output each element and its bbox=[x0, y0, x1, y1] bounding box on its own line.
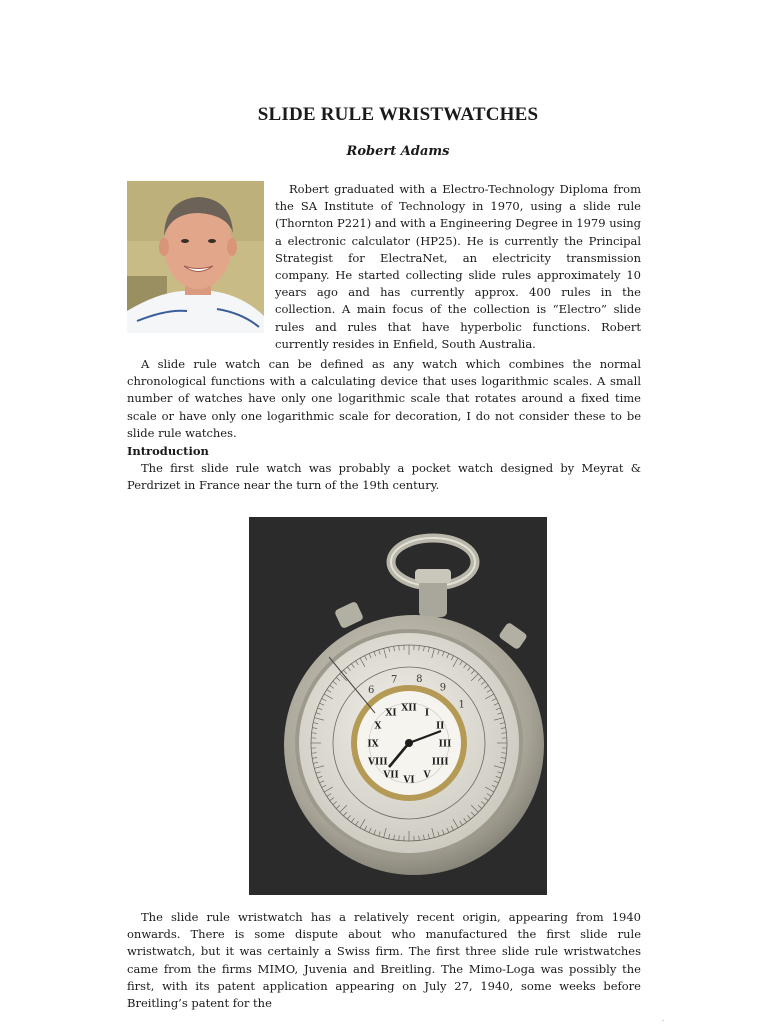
pocket-watch-photo bbox=[249, 517, 547, 895]
dial-scale-number: 1 bbox=[458, 699, 465, 711]
dial-scale-number: 6 bbox=[367, 684, 375, 696]
dial-roman-numeral: VIII bbox=[368, 757, 388, 768]
dial-roman-numeral: V bbox=[423, 770, 431, 781]
author-photo bbox=[127, 181, 264, 333]
definition-paragraph: A slide rule watch can be defined as any watch which combines the normal chronological functions with a calculating device that uses logarithmic scales. A small number of watches have only one logarithmic scale that rotates around a fixed time scale or have only one logarithmic scale for decoration, I do not consider these to be slide rule watches. bbox=[127, 357, 641, 440]
dial-scale-number: 9 bbox=[439, 682, 447, 694]
dial-roman-numeral: IIII bbox=[431, 757, 449, 768]
page-mark: . bbox=[662, 1016, 664, 1023]
dial-roman-numeral: III bbox=[438, 739, 452, 750]
dial-roman-numeral: I bbox=[424, 708, 430, 719]
dial-roman-numeral: II bbox=[435, 721, 445, 732]
dial-roman-numeral: X bbox=[374, 721, 382, 732]
introduction-paragraph: The first slide rule watch was probably a pocket watch designed by Meyrat & Perdrizet in France near the turn of the 19th century. bbox=[127, 461, 641, 493]
dial-scale-number: 7 bbox=[390, 674, 398, 686]
dial-roman-numeral: XII bbox=[401, 703, 417, 714]
history-paragraph: The slide rule wristwatch has a relatively recent origin, appearing from 1940 onwards. There is some dispute about who manufactured the first slide rule wristwatch, but it was certainly a Swiss firm. The first three slide rule wristwatches came from the firms MIMO, Juvenia and Breitling. The Mimo-Loga was possibly the first, with its patent application appearing on July 27, 1940, some weeks before Breitling’s patent for the bbox=[127, 910, 641, 1011]
author-name: Robert Adams bbox=[346, 144, 450, 159]
dial-roman-numeral: IX bbox=[367, 739, 379, 750]
dial-roman-numeral: VI bbox=[403, 775, 415, 786]
section-heading-introduction: Introduction bbox=[127, 444, 209, 458]
document-title: SLIDE RULE WRISTWATCHES bbox=[257, 104, 539, 125]
dial-roman-numeral: VII bbox=[383, 770, 399, 781]
author-bio: Robert graduated with a Electro-Technology Diploma from the SA Institute of Technology in 1970, using a slide rule (Thornton P221) and with a Engineering Degree in 1979 using a electronic calculator (HP25). He is currently the Principal Strategist for ElectraNet, an electricity transmission company. He started collecting slide rules approximately 10 years ago and has currently approx. 400 rules in the collection. A main focus of the collection is “Electro” slide rules and rules that have hyperbolic functions. Robert currently resides in Enfield, South Australia. bbox=[275, 182, 641, 351]
dial-roman-numeral: XI bbox=[385, 708, 397, 719]
dial-scale-number: 8 bbox=[416, 673, 423, 685]
